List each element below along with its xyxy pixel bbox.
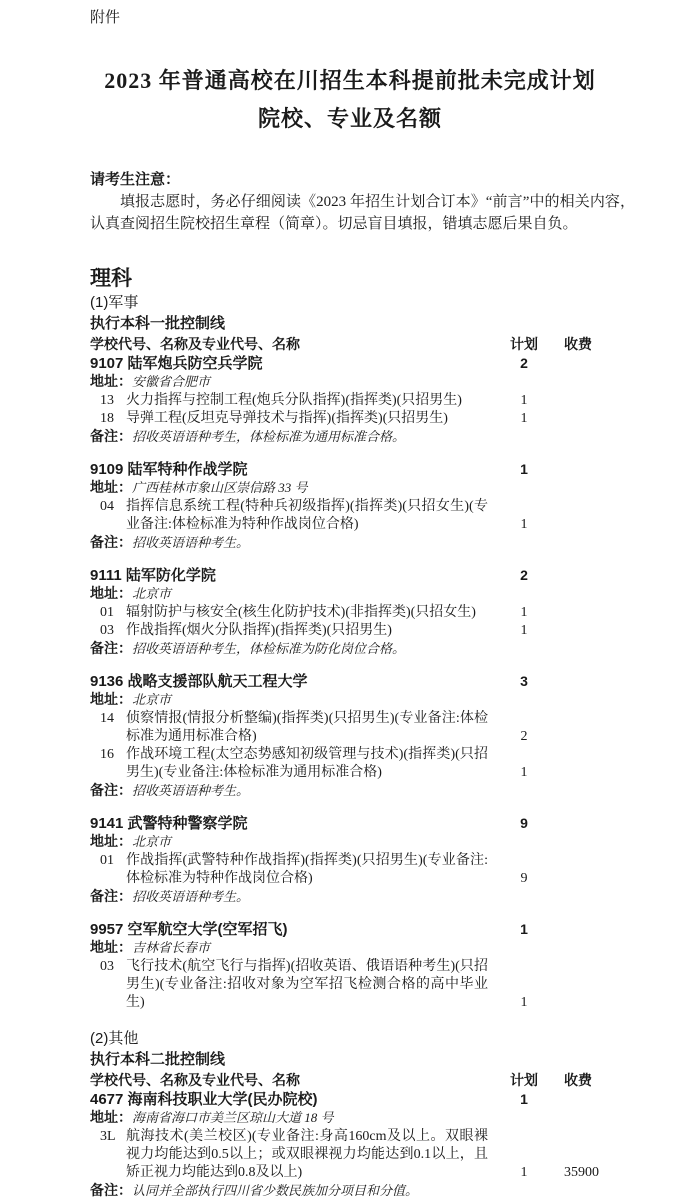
table-header-row: [90, 334, 665, 354]
major-code: 3L: [100, 1129, 116, 1144]
major-plan-count: 9: [520, 871, 528, 886]
address-row: [90, 691, 665, 710]
control-line-heading: 执行本科一批控制线: [90, 315, 226, 332]
document-title: [0, 62, 700, 138]
address-row: [90, 479, 665, 498]
note-label: 备注：: [90, 536, 132, 551]
note-row: [90, 534, 665, 553]
school-plan-count: 1: [520, 461, 528, 477]
note-value: 招收英语语种考生。: [132, 535, 250, 550]
major-name: 指挥信息系统工程(特种兵初级指挥)(指挥类)(只招女生)(专业备注:体检标准为特种作战岗位合格): [126, 499, 488, 532]
school-row: [90, 566, 665, 585]
category-group: [90, 1028, 665, 1201]
note-row: [90, 1182, 665, 1201]
school-code-name: 9111 陆军防化学院: [90, 567, 216, 584]
school-plan-count: 9: [520, 815, 528, 831]
school-block: [90, 1090, 665, 1201]
address-row: [90, 1109, 665, 1128]
major-row: [90, 710, 665, 746]
column-header-school: 学校代号、名称及专业代号、名称: [90, 1072, 300, 1088]
address-label: 地址：: [90, 693, 132, 708]
major-row: [90, 622, 665, 640]
notice-section: [90, 169, 665, 235]
school-plan-count: 1: [520, 1091, 528, 1107]
major-plan-count: 2: [520, 729, 528, 744]
major-row: [90, 604, 665, 622]
major-code: 03: [100, 623, 114, 638]
school-block: [90, 460, 665, 553]
major-main: [90, 852, 488, 888]
school-code-name: 9109 陆军特种作战学院: [90, 461, 248, 478]
school-row: [90, 1090, 665, 1109]
major-code: 18: [100, 411, 114, 426]
school-block: [90, 672, 665, 801]
school-code-name: 4677 海南科技职业大学(民办院校): [90, 1091, 318, 1108]
major-fee: 35900: [564, 1165, 599, 1180]
major-row: [90, 392, 665, 410]
major-row: [90, 1128, 665, 1182]
major-main: [90, 410, 488, 428]
majors-container: [90, 604, 665, 640]
groups-container: [90, 292, 665, 1201]
address-row: [90, 939, 665, 958]
school-code-name: 9107 陆军炮兵防空兵学院: [90, 355, 263, 372]
major-main: [90, 498, 488, 534]
major-name: 作战指挥(武警特种作战指挥)(指挥类)(只招男生)(专业备注:体检标准为特种作战岗位合格): [126, 853, 488, 886]
note-value: 招收英语语种考生。: [132, 783, 250, 798]
school-row: [90, 814, 665, 833]
majors-container: [90, 852, 665, 888]
major-plan-count: 1: [520, 393, 528, 408]
major-name: 导弹工程(反坦克导弹技术与指挥)(指挥类)(只招男生): [126, 411, 448, 426]
title-line-2: 院校、专业及名额: [257, 106, 442, 131]
major-code: 04: [100, 499, 114, 514]
school-block: [90, 814, 665, 907]
major-main: [90, 958, 488, 1012]
major-code: 01: [100, 853, 114, 868]
major-plan-count: 1: [520, 1165, 528, 1180]
major-row: [90, 498, 665, 534]
school-plan-count: 1: [520, 921, 528, 937]
major-plan-count: 1: [520, 623, 528, 638]
major-code: 01: [100, 605, 114, 620]
school-row: [90, 354, 665, 373]
major-main: [90, 392, 488, 410]
table-header-row: [90, 1070, 665, 1090]
note-label: 备注：: [90, 890, 132, 905]
subject-heading: 理科: [90, 267, 132, 290]
major-plan-count: 1: [520, 765, 528, 780]
school-plan-count: 2: [520, 355, 528, 371]
notice-paragraph: 填报志愿时，务必仔细阅读《2023 年招生计划合订本》“前言”中的相关内容，认真查阅招生院校招生章程（简章）。切忌盲目填报，错填志愿后果自负。: [90, 194, 635, 232]
major-name: 火力指挥与控制工程(炮兵分队指挥)(指挥类)(只招男生): [126, 393, 462, 408]
major-name: 航海技术(美兰校区)(专业备注:身高160cm及以上。双眼裸视力均能达到0.5以上；或双眼裸视力均能达到0.1以上，且矫正视力均能达到0.8及以上): [126, 1129, 488, 1180]
major-name: 侦察情报(情报分析整编)(指挥类)(只招男生)(专业备注:体检标准为通用标准合格): [126, 711, 488, 744]
address-row: [90, 373, 665, 392]
column-header-fee: 收费: [564, 336, 592, 352]
note-label: 备注：: [90, 642, 132, 657]
majors-container: [90, 710, 665, 782]
major-row: [90, 852, 665, 888]
major-plan-count: 1: [520, 411, 528, 426]
major-row: [90, 958, 665, 1012]
major-row: [90, 746, 665, 782]
major-plan-count: 1: [520, 517, 528, 532]
school-block: [90, 566, 665, 659]
address-label: 地址：: [90, 835, 132, 850]
address-label: 地址：: [90, 481, 132, 496]
address-value: 海南省海口市美兰区琼山大道 18 号: [132, 1110, 334, 1125]
majors-container: [90, 1128, 665, 1182]
category-heading: (1)军事: [90, 294, 139, 311]
schools-container: [90, 354, 665, 1012]
column-header-plan: 计划: [510, 1072, 538, 1088]
category-heading: (2)其他: [90, 1030, 139, 1047]
address-label: 地址：: [90, 375, 132, 390]
column-header-fee: 收费: [564, 1072, 592, 1088]
school-plan-count: 2: [520, 567, 528, 583]
note-label: 备注：: [90, 784, 132, 799]
major-plan-count: 1: [520, 605, 528, 620]
school-block: [90, 354, 665, 447]
address-row: [90, 585, 665, 604]
school-plan-count: 3: [520, 673, 528, 689]
major-code: 14: [100, 711, 114, 726]
column-header-plan: 计划: [510, 336, 538, 352]
note-label: 备注：: [90, 430, 132, 445]
major-main: [90, 622, 488, 640]
school-block: [90, 920, 665, 1012]
address-value: 广西桂林市象山区崇信路 33 号: [132, 480, 308, 495]
address-label: 地址：: [90, 587, 132, 602]
attachment-label: 附件: [90, 9, 121, 26]
school-row: [90, 920, 665, 939]
major-main: [90, 604, 488, 622]
majors-container: [90, 392, 665, 428]
school-code-name: 9136 战略支援部队航天工程大学: [90, 673, 308, 690]
school-row: [90, 672, 665, 691]
note-value: 招收英语语种考生，体检标准为防化岗位合格。: [132, 641, 406, 656]
school-code-name: 9141 武警特种警察学院: [90, 815, 248, 832]
control-line-heading: 执行本科二批控制线: [90, 1051, 226, 1068]
address-row: [90, 833, 665, 852]
address-label: 地址：: [90, 941, 132, 956]
notice-heading: 请考生注意：: [90, 172, 181, 188]
major-name: 作战环境工程(太空态势感知初级管理与技术)(指挥类)(只招男生)(专业备注:体检标准为通用标准合格): [126, 747, 488, 780]
majors-container: [90, 498, 665, 534]
major-code: 03: [100, 959, 114, 974]
school-code-name: 9957 空军航空大学(空军招飞): [90, 921, 288, 938]
majors-container: [90, 958, 665, 1012]
major-name: 飞行技术(航空飞行与指挥)(招收英语、俄语语种考生)(只招男生)(专业备注:招收对象为空军招飞检测合格的高中毕业生): [126, 959, 488, 1010]
column-header-school: 学校代号、名称及专业代号、名称: [90, 336, 300, 352]
note-value: 招收英语语种考生，体检标准为通用标准合格。: [132, 429, 406, 444]
note-value: 认同并全部执行四川省少数民族加分项目和分值。: [132, 1183, 419, 1198]
note-row: [90, 428, 665, 447]
schools-container: [90, 1090, 665, 1201]
note-label: 备注：: [90, 1184, 132, 1199]
address-value: 安徽省合肥市: [132, 374, 211, 389]
major-row: [90, 410, 665, 428]
title-line-1: 2023 年普通高校在川招生本科提前批未完成计划: [104, 68, 596, 93]
note-row: [90, 888, 665, 907]
note-value: 招收英语语种考生。: [132, 889, 250, 904]
address-value: 北京市: [132, 834, 172, 849]
major-main: [90, 710, 488, 746]
major-plan-count: 1: [520, 995, 528, 1010]
major-main: [90, 746, 488, 782]
category-group: [90, 292, 665, 1012]
address-value: 吉林省长春市: [132, 940, 211, 955]
address-value: 北京市: [132, 692, 172, 707]
note-row: [90, 640, 665, 659]
major-name: 作战指挥(烟火分队指挥)(指挥类)(只招男生): [126, 623, 392, 638]
address-value: 北京市: [132, 586, 172, 601]
major-name: 辐射防护与核安全(核生化防护技术)(非指挥类)(只招女生): [126, 605, 476, 620]
major-code: 16: [100, 747, 114, 762]
major-main: [90, 1128, 488, 1182]
major-code: 13: [100, 393, 114, 408]
school-row: [90, 460, 665, 479]
address-label: 地址：: [90, 1111, 132, 1126]
note-row: [90, 782, 665, 801]
